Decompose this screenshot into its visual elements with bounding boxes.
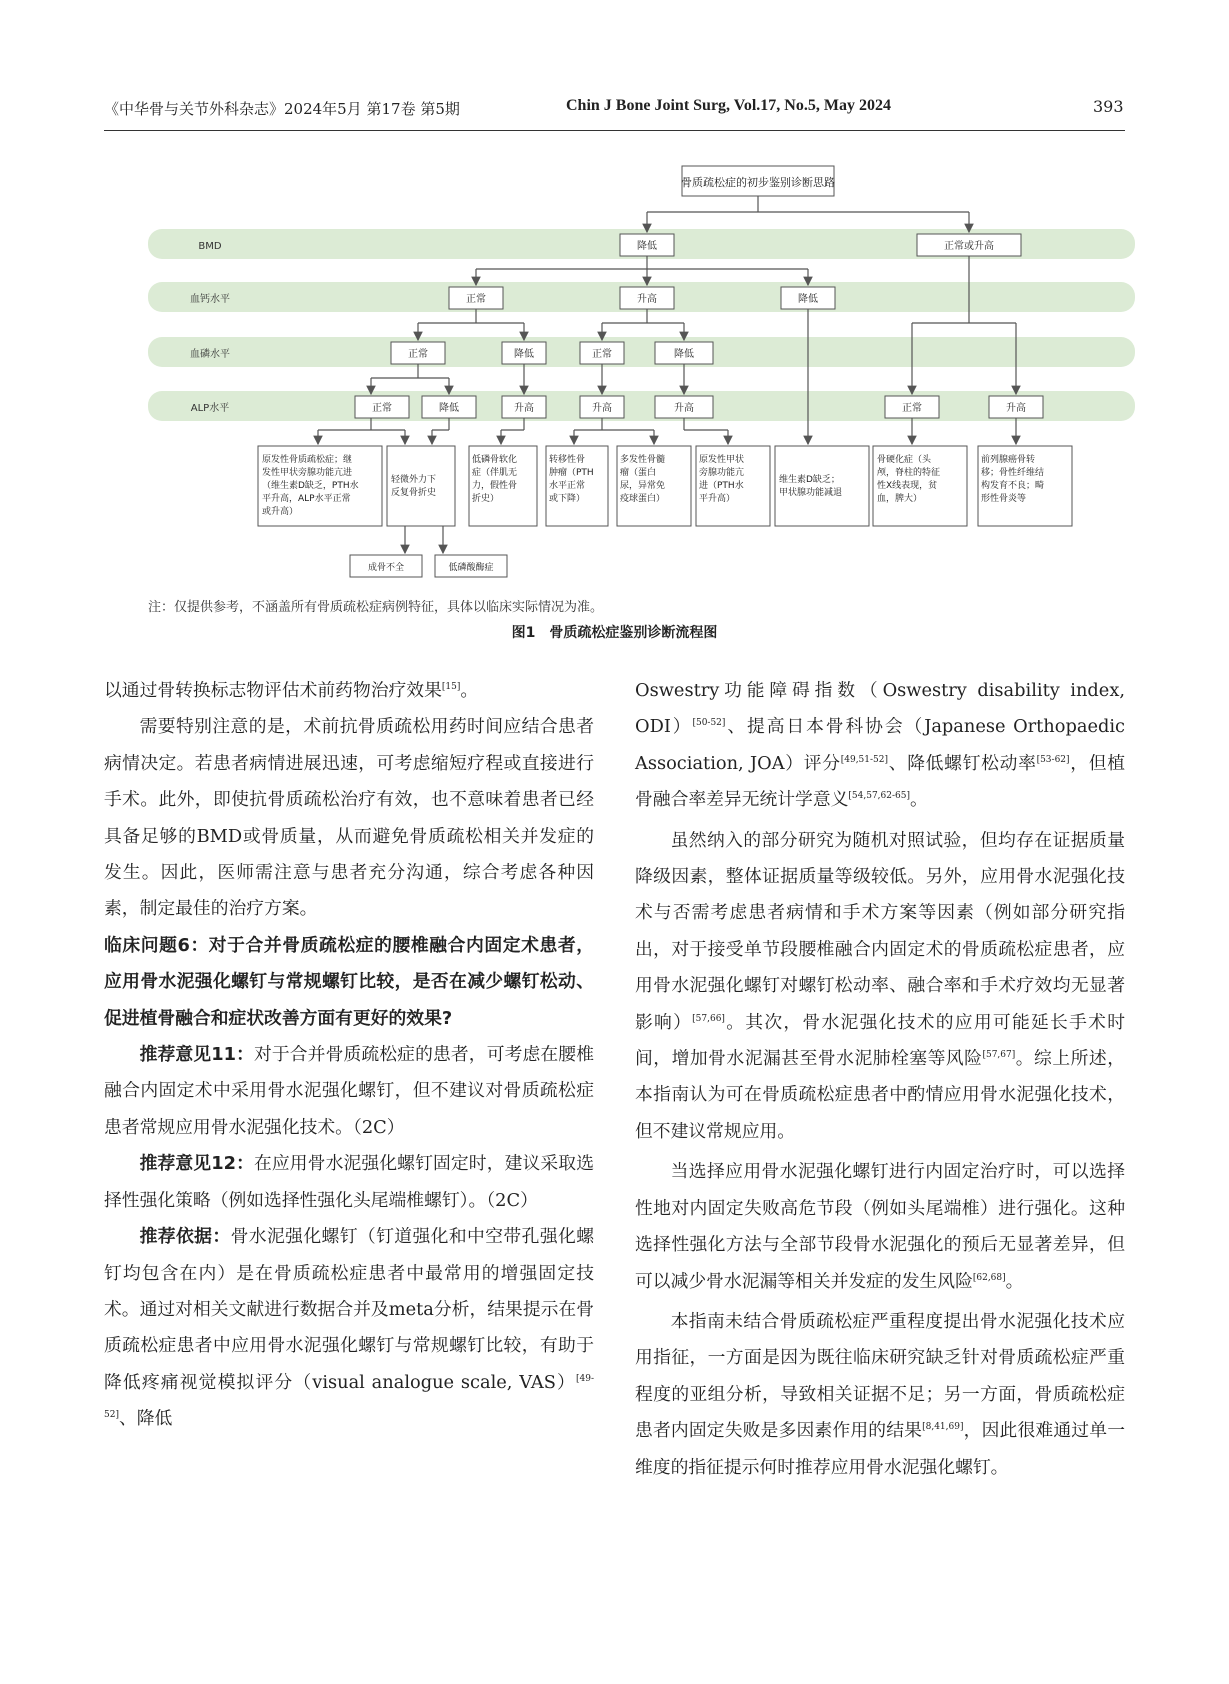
journal-header-cn: 《中华骨与关节外科杂志》2024年5月 第17卷 第5期 xyxy=(104,100,460,118)
right-column xyxy=(635,673,1125,1486)
citation: [49,51-52] xyxy=(840,754,889,765)
outcome-1-line: 发性甲状旁腺功能亢进 xyxy=(262,468,353,478)
outcome-6-line: 进（PTH水 xyxy=(699,481,744,491)
node-p2-normal: 正常 xyxy=(592,349,612,360)
outcome-3-line: 低磷骨软化 xyxy=(472,455,518,465)
band-label-alp: ALP水平 xyxy=(190,403,230,414)
outcome-8-line: 性X线表现，贫 xyxy=(877,481,938,491)
citation: [15] xyxy=(441,682,461,693)
outcome-6-line: 旁腺功能亢 xyxy=(699,468,745,478)
outcome-7-line: 维生素D缺乏； xyxy=(779,475,840,485)
node-alp-normal: 正常 xyxy=(372,403,392,414)
outcome-8-line: 骨硬化症（头 xyxy=(877,455,932,465)
outcome-1-line: （维生素D缺乏，PTH水 xyxy=(262,481,359,491)
citation: [57,67] xyxy=(982,1050,1016,1061)
node-alp-low: 降低 xyxy=(439,403,459,414)
recommendation-12: 推荐意见12：在应用骨水泥强化螺钉固定时，建议采取选择性强化策略（例如选择性强化头尾端椎螺钉）。（2C） xyxy=(104,1153,594,1211)
outcome-3-line: 症（伴肌无 xyxy=(472,468,518,478)
outcome-3-line: 折史） xyxy=(472,494,500,504)
outcome-9-line: 构发育不良；畸 xyxy=(981,481,1045,491)
paragraph: 当选择应用骨水泥强化螺钉进行内固定治疗时，可以选择性地对内固定失败高危节段（例如头尾端椎）进行强化。这种选择性强化方法与全部节段骨水泥强化的预后无显著差异，但可以减少骨水泥漏等相关并发症的发生风险[62,68]。 xyxy=(635,1161,1125,1292)
node-alp-high-1: 升高 xyxy=(514,403,534,414)
outcome-4-line: 转移性骨 xyxy=(549,455,586,465)
outcome-1-line: 原发性骨质疏松症；继 xyxy=(262,455,353,465)
node-p2-low: 降低 xyxy=(674,349,694,360)
outcome-3-line: 力，假性骨 xyxy=(472,481,518,491)
clinical-question: 临床问题6：对于合并骨质疏松症的腰椎融合内固定术患者，应用骨水泥强化螺钉与常规螺钉比较，是否在减少螺钉松动、促进植骨融合和症状改善方面有更好的效果? xyxy=(104,934,594,1029)
outcome-8-line: 血，脾大） xyxy=(877,494,923,504)
journal-header-en: Chin J Bone Joint Surg, Vol.17, No.5, May 2024 xyxy=(566,97,891,114)
outcome-1-line: 平升高，ALP水平正常 xyxy=(262,494,351,504)
node-ca-normal: 正常 xyxy=(466,294,486,305)
recommendation-11: 推荐意见11：对于合并骨质疏松症的患者，可考虑在腰椎融合内固定术中采用骨水泥强化螺钉，但不建议对骨质疏松症患者常规应用骨水泥强化技术。（2C） xyxy=(104,1044,594,1138)
outcome-2-line: 轻微外力下 xyxy=(391,475,437,485)
outcome-9-line: 形性骨炎等 xyxy=(981,494,1027,504)
flow-title-box: 骨质疏松症的初步鉴别诊断思路 xyxy=(681,176,835,189)
citation: [57,66] xyxy=(692,1013,725,1024)
node-alp-high-4: 升高 xyxy=(1006,403,1026,414)
outcome-5-line: 多发性骨髓 xyxy=(620,455,666,465)
node-p1-low: 降低 xyxy=(514,349,534,360)
node-ca-high: 升高 xyxy=(637,294,657,305)
outcome-1-line: 或升高） xyxy=(262,507,299,517)
figure-caption: 图1 骨质疏松症鉴别诊断流程图 xyxy=(511,625,718,641)
node-alp-normal-2: 正常 xyxy=(902,403,922,414)
outcome-5-line: 疫球蛋白） xyxy=(620,494,666,504)
node-bmd-low: 降低 xyxy=(637,241,657,252)
paragraph: 本指南未结合骨质疏松症严重程度提出骨水泥强化技术应用指征，一方面是因为既往临床研究缺乏针对骨质疏松症严重程度的亚组分析，导致相关证据不足；另一方面，骨质疏松症患者内固定失败是多因素作用的结果[8,41,69]，因此很难通过单一维度的指征提示何时推荐应用骨水泥强化螺钉。 xyxy=(635,1310,1125,1478)
node-bottom-1: 成骨不全 xyxy=(367,563,405,573)
paragraph: 需要特别注意的是，术前抗骨质疏松用药时间应结合患者病情决定。若患者病情进展迅速，可考虑缩短疗程或直接进行手术。此外，即使抗骨质疏松治疗有效，也不意味着患者已经具备足够的BMD或骨质量，从而避免骨质疏松相关并发症的发生。因此，医师需注意与患者充分沟通，综合考虑各种因素，制定最佳的治疗方案。 xyxy=(104,716,594,920)
band-alp xyxy=(148,391,1135,421)
band-label-ca: 血钙水平 xyxy=(190,294,230,305)
left-column xyxy=(104,673,594,1438)
outcome-2-line: 反复骨折史 xyxy=(391,488,437,498)
outcome-9-line: 移；骨性纤维结 xyxy=(981,468,1045,478)
outcome-6-line: 平升高） xyxy=(699,494,736,504)
outcome-5-line: 瘤（蛋白 xyxy=(620,468,657,478)
flowchart xyxy=(0,0,1229,590)
outcome-4-line: 水平正常 xyxy=(549,481,586,491)
band-p xyxy=(148,337,1135,367)
citation: [8,41,69] xyxy=(922,1422,964,1433)
paragraph: Oswestry功能障碍指数（Oswestry disability index, ODI）[50-52]、提高日本骨科协会（Japanese Orthopaedic Association, JOA）评分[49,51-52]、降低螺钉松动率[53-62]，但植骨融合率差异无统计学意义[54,57,62-65]。 xyxy=(635,680,1125,811)
page-number: 393 xyxy=(1093,97,1124,116)
paragraph: 虽然纳入的部分研究为随机对照试验，但均存在证据质量降级因素，整体证据质量等级较低。另外，应用骨水泥强化技术与否需考虑患者病情和手术方案等因素（例如部分研究指出，对于接受单节段腰椎融合内固定术的骨质疏松症患者，应用骨水泥强化螺钉对螺钉松动率、融合率和手术疗效均无显著影响）[57,66]。其次，骨水泥强化技术的应用可能延长手术时间，增加骨水泥漏甚至骨水泥肺栓塞等风险[57,67]。综上所述，本指南认为可在骨质疏松症患者中酌情应用骨水泥强化技术，但不建议常规应用。 xyxy=(635,829,1125,1142)
outcome-8-line: 颅，脊柱的特征 xyxy=(877,468,941,478)
node-ca-low: 降低 xyxy=(798,294,818,305)
node-bmd-high: 正常或升高 xyxy=(944,241,994,252)
outcome-5-line: 尿，异常免 xyxy=(620,481,666,491)
citation: [49-52] xyxy=(104,1373,594,1421)
outcome-9-line: 前列腺癌骨转 xyxy=(981,455,1036,465)
outcome-6-line: 原发性甲状 xyxy=(699,455,745,465)
outcome-4-line: 或下降） xyxy=(549,494,586,504)
outcome-4-line: 肿瘤（PTH xyxy=(549,468,594,478)
figure-note: 注：仅提供参考，不涵盖所有骨质疏松症病例特征，具体以临床实际情况为准。 xyxy=(148,600,604,615)
citation: [62,68] xyxy=(972,1272,1006,1283)
band-label-p: 血磷水平 xyxy=(190,349,230,360)
citation: [53-62] xyxy=(1036,754,1070,765)
node-bottom-2: 低磷酸酶症 xyxy=(448,563,494,573)
outcome-7-line: 甲状腺功能减退 xyxy=(779,488,843,498)
node-alp-high-3: 升高 xyxy=(674,403,694,414)
band-label-bmd: BMD xyxy=(198,241,222,252)
citation: [50-52] xyxy=(692,718,726,729)
paragraph: 以通过骨转换标志物评估术前药物治疗效果[15]。 xyxy=(104,680,479,701)
node-p1-normal: 正常 xyxy=(408,349,428,360)
recommendation-basis: 推荐依据：骨水泥强化螺钉（钉道强化和中空带孔强化螺钉均包含在内）是在骨质疏松症患者中最常用的增强固定技术。通过对相关文献进行数据合并及meta分析，结果提示在骨质疏松症患者中应用骨水泥强化螺钉与常规螺钉比较，有助于降低疼痛视觉模拟评分（visual analogue scale, VAS）[49-52]、降低 xyxy=(104,1226,594,1430)
node-alp-high-2: 升高 xyxy=(592,403,612,414)
citation: [54,57,62-65] xyxy=(848,791,910,802)
